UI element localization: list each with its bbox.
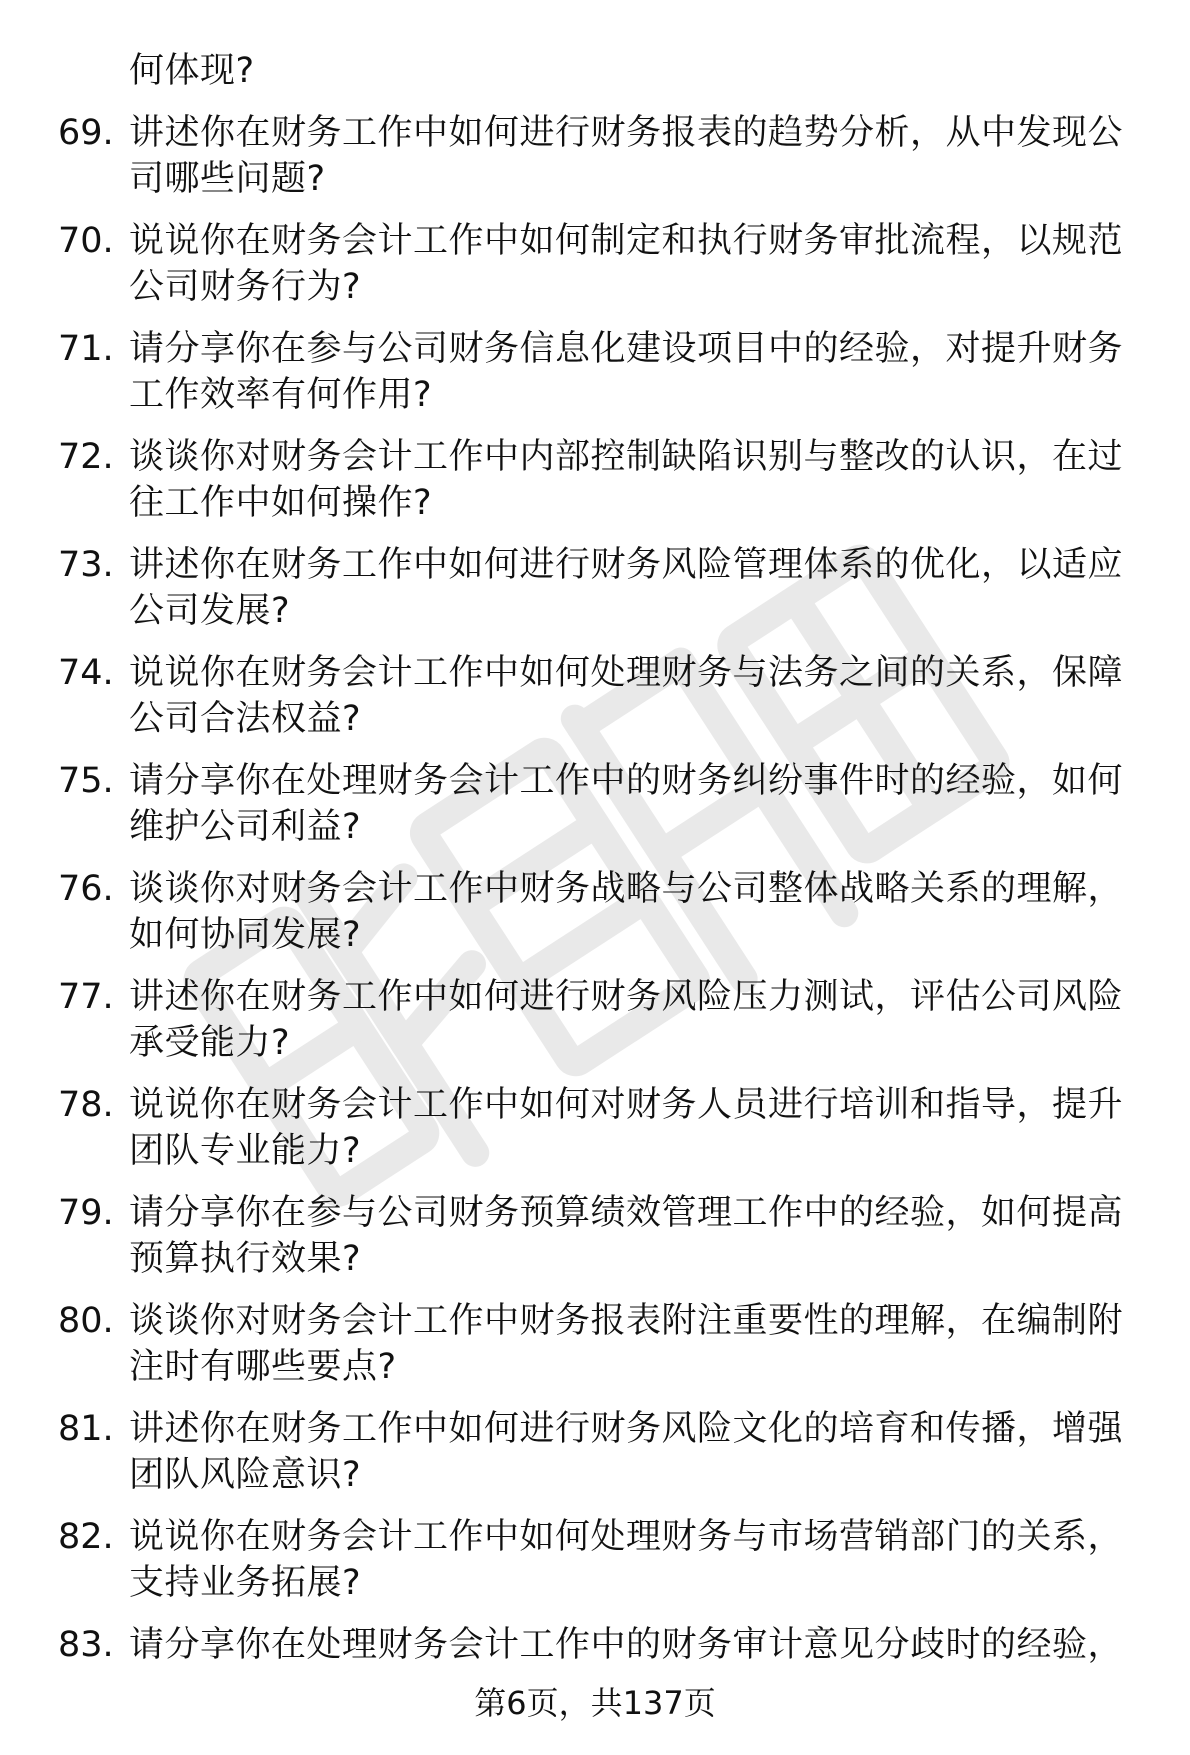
question-text-line: 预算执行效果? xyxy=(129,1239,362,1279)
question-text-line: 往工作中如何操作? xyxy=(129,483,433,523)
question-text-line: 讲述你在财务工作中如何进行财务风险管理体系的优化，以适应 xyxy=(129,545,1124,585)
question-text-line: 请分享你在参与公司财务信息化建设项目中的经验，对提升财务 xyxy=(129,329,1124,369)
question-item xyxy=(58,974,1148,1066)
question-item xyxy=(58,1406,1148,1498)
question-number: 83. xyxy=(58,1625,114,1665)
question-text-line: 承受能力? xyxy=(129,1023,291,1063)
question-number: 75. xyxy=(58,761,114,801)
question-text-line: 公司发展? xyxy=(129,591,291,631)
question-item xyxy=(58,1298,1148,1390)
question-text-line: 工作效率有何作用? xyxy=(129,375,433,415)
question-text-line: 讲述你在财务工作中如何进行财务风险压力测试，评估公司风险 xyxy=(129,977,1124,1017)
question-number: 80. xyxy=(58,1301,114,1341)
question-text-line: 谈谈你对财务会计工作中内部控制缺陷识别与整改的认识，在过 xyxy=(129,437,1124,477)
question-text-line: 说说你在财务会计工作中如何处理财务与市场营销部门的关系， xyxy=(129,1517,1124,1557)
question-item xyxy=(58,326,1148,418)
question-item xyxy=(58,434,1148,526)
question-item xyxy=(58,218,1148,310)
question-item xyxy=(58,110,1148,202)
question-item xyxy=(58,758,1148,850)
continued-question-text: 何体现? xyxy=(129,51,255,91)
question-number: 73. xyxy=(58,545,114,585)
question-text-line: 注时有哪些要点? xyxy=(129,1347,397,1387)
question-text-line: 请分享你在处理财务会计工作中的财务审计意见分歧时的经验， xyxy=(129,1625,1124,1665)
question-text-line: 讲述你在财务工作中如何进行财务报表的趋势分析，从中发现公 xyxy=(129,113,1124,153)
question-item xyxy=(58,1190,1148,1282)
question-text-line: 团队专业能力? xyxy=(129,1131,362,1171)
question-text-line: 公司财务行为? xyxy=(129,267,362,307)
question-number: 78. xyxy=(58,1085,114,1125)
question-number: 69. xyxy=(58,113,114,153)
question-text-line: 维护公司利益? xyxy=(129,807,362,847)
question-number: 72. xyxy=(58,437,114,477)
question-number: 76. xyxy=(58,869,114,909)
question-text-line: 请分享你在处理财务会计工作中的财务纠纷事件时的经验，如何 xyxy=(129,761,1124,801)
question-text-line: 说说你在财务会计工作中如何对财务人员进行培训和指导，提升 xyxy=(129,1085,1124,1125)
question-text-line: 团队风险意识? xyxy=(129,1455,362,1495)
question-item xyxy=(58,866,1148,958)
question-text-line: 如何协同发展? xyxy=(129,915,362,955)
question-number: 79. xyxy=(58,1193,114,1233)
question-text-line: 讲述你在财务工作中如何进行财务风险文化的培育和传播，增强 xyxy=(129,1409,1124,1449)
question-number: 71. xyxy=(58,329,114,369)
question-text-line: 公司合法权益? xyxy=(129,699,362,739)
question-text-line: 支持业务拓展? xyxy=(129,1563,362,1603)
page-number-footer: 第6页，共137页 xyxy=(474,1684,716,1722)
question-text-line: 谈谈你对财务会计工作中财务报表附注重要性的理解，在编制附 xyxy=(129,1301,1124,1341)
question-number: 82. xyxy=(58,1517,114,1557)
question-list xyxy=(58,48,1148,1684)
question-item xyxy=(58,542,1148,634)
question-number: 81. xyxy=(58,1409,114,1449)
question-item xyxy=(58,1622,1148,1668)
question-item xyxy=(58,650,1148,742)
question-item xyxy=(58,1514,1148,1606)
question-number: 77. xyxy=(58,977,114,1017)
question-text-line: 说说你在财务会计工作中如何处理财务与法务之间的关系，保障 xyxy=(129,653,1124,693)
question-text-line: 司哪些问题? xyxy=(129,159,326,199)
question-text-line: 谈谈你对财务会计工作中财务战略与公司整体战略关系的理解， xyxy=(129,869,1124,909)
question-text-line: 说说你在财务会计工作中如何制定和执行财务审批流程，以规范 xyxy=(129,221,1124,261)
question-number: 74. xyxy=(58,653,114,693)
question-text-line: 请分享你在参与公司财务预算绩效管理工作中的经验，如何提高 xyxy=(129,1193,1124,1233)
question-item xyxy=(58,1082,1148,1174)
question-number: 70. xyxy=(58,221,114,261)
